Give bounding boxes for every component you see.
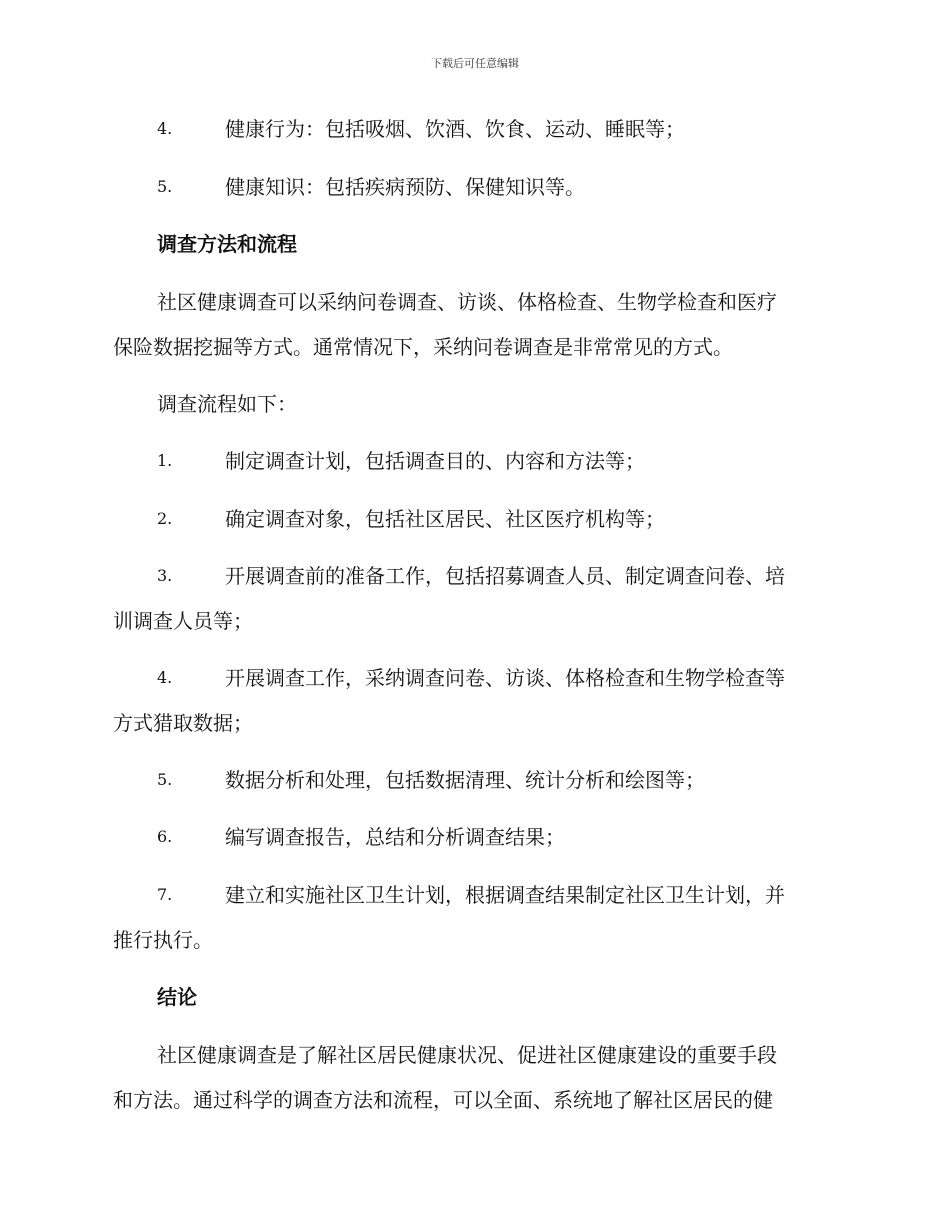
list-number: 5.	[157, 770, 173, 789]
list-text: 健康行为：包括吸烟、饮酒、饮食、运动、睡眠等；	[225, 117, 685, 141]
list-text: 开展调查工作，采纳调查问卷、访谈、体格检查和生物学检查等	[225, 666, 785, 690]
list-number: 4.	[157, 668, 173, 687]
list-number: 6.	[157, 827, 173, 846]
paragraph-line: 社区健康调查可以采纳问卷调查、访谈、体格检查、生物学检查和医疗	[157, 290, 777, 314]
flow-intro: 调查流程如下：	[157, 392, 297, 416]
list-text: 编写调查报告，总结和分析调查结果；	[225, 825, 565, 849]
list-item-continuation: 推行执行。	[113, 928, 213, 952]
paragraph-line: 保险数据挖掘等方式。通常情况下，采纳问卷调查是非常常见的方式。	[113, 335, 733, 359]
list-number: 5.	[157, 177, 173, 196]
paragraph-line: 社区健康调查是了解社区居民健康状况、促进社区健康建设的重要手段	[157, 1043, 777, 1067]
list-number: 7.	[157, 885, 173, 904]
paragraph-line: 和方法。通过科学的调查方法和流程，可以全面、系统地了解社区居民的健	[113, 1088, 773, 1112]
list-text: 制定调查计划，包括调查目的、内容和方法等；	[225, 449, 645, 473]
list-number: 3.	[157, 566, 173, 585]
list-number: 4.	[157, 119, 173, 138]
section-heading-conclusion: 结论	[157, 985, 197, 1009]
list-item-continuation: 方式猎取数据；	[113, 711, 253, 735]
section-heading-methods: 调查方法和流程	[157, 232, 297, 256]
list-number: 2.	[157, 509, 173, 528]
list-text: 建立和实施社区卫生计划，根据调查结果制定社区卫生计划，并	[225, 883, 785, 907]
list-item-continuation: 训调查人员等；	[113, 609, 253, 633]
list-text: 数据分析和处理，包括数据清理、统计分析和绘图等；	[225, 768, 705, 792]
list-text: 开展调查前的准备工作，包括招募调查人员、制定调查问卷、培	[225, 564, 785, 588]
list-number: 1.	[157, 451, 173, 470]
list-text: 确定调查对象，包括社区居民、社区医疗机构等；	[225, 507, 665, 531]
header-note: 下载后可任意编辑	[431, 57, 519, 70]
list-text: 健康知识：包括疾病预防、保健知识等。	[225, 175, 585, 199]
